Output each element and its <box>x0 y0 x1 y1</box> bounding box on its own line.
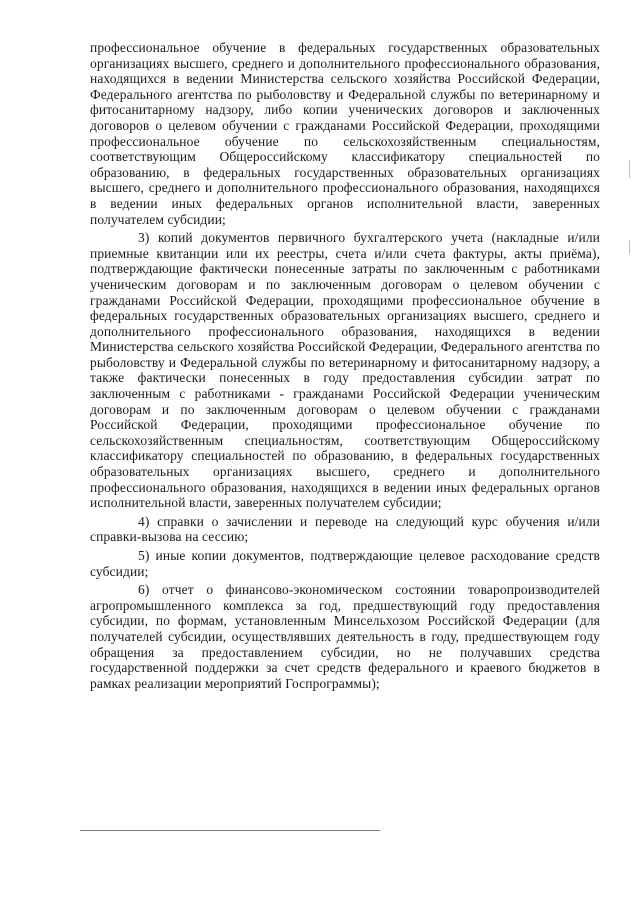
footer-divider <box>80 830 380 831</box>
paragraph-item-6: 6) отчет о финансово-экономическом состоянии товаропроизводителей агропромышленного комплекса за год, предшествующий году предоставления субсидии, по формам, установленным Минсельхозом Российской Федерации (для получателей субсидии, осуществлявших деятельность в году, предшествующем году обращения за предоставлением субсидии, но не получавших средства государственной поддержки за счет средств федерального и краевого бюджетов в рамках реализации мероприятий Госпрограммы); <box>90 582 600 691</box>
paragraph-continuation: профессиональное обучение в федеральных государственных образовательных организациях высшего, среднего и дополнительного профессионального образования, находящихся в ведении Министерства сельского хозяйства Российской Федерации, Федерального агентства по рыболовству и Федеральной службы по ветеринарному и фитосанитарному надзору, либо копии ученических договоров и заключенных договоров о целевом обучении с гражданами Российской Федерации, проходящими профессиональное обучение по сельскохозяйственным специальностям, соответствующим Общероссийскому классификатору специальностей по образованию, в федеральных государственных образовательных организациях высшего, среднего и дополнительного профессионального образования, находящихся в ведении иных федеральных органов исполнительной власти, заверенных получателем субсидии; <box>90 40 600 227</box>
paragraph-item-4: 4) справки о зачислении и переводе на следующий курс обучения и/или справки-вызова на сессию; <box>90 513 600 545</box>
paragraph-item-3: 3) копий документов первичного бухгалтерского учета (накладные и/или приемные квитанции или их реестры, счета и/или счета фактуры, акты приёма), подтверждающие фактически понесенные затраты по заключенным с работниками ученическим договорам и по заключенным договорам о целевом обучении с гражданами Российской Федерации, проходящими профессиональное обучение в федеральных государственных образовательных организациях высшего, среднего и дополнительного профессионального образования, находящихся в ведении Министерства сельского хозяйства Российской Федерации, Федерального агентства по рыболовству и Федеральной службы по ветеринарному и фитосанитарному надзору, а также фактически понесенных в году предоставления субсидии затрат по заключенным с работниками - гражданами Российской Федерации ученическим договорам и по заключенным договорам о целевом обучении с гражданами Российской Федерации, проходящими профессиональное обучение по сельскохозяйственным специальностям, соответствующим Общероссийскому классификатору специальностей по образованию, в федеральных государственных образовательных организациях высшего, среднего и дополнительного профессионального образования, находящихся в ведении иных федеральных органов исполнительной власти, заверенных получателем субсидии; <box>90 230 600 511</box>
document-page <box>90 40 600 694</box>
scan-edge-mark <box>629 160 630 178</box>
paragraph-item-5: 5) иные копии документов, подтверждающие целевое расходование средств субсидии; <box>90 548 600 579</box>
scan-edge-mark <box>629 240 630 254</box>
